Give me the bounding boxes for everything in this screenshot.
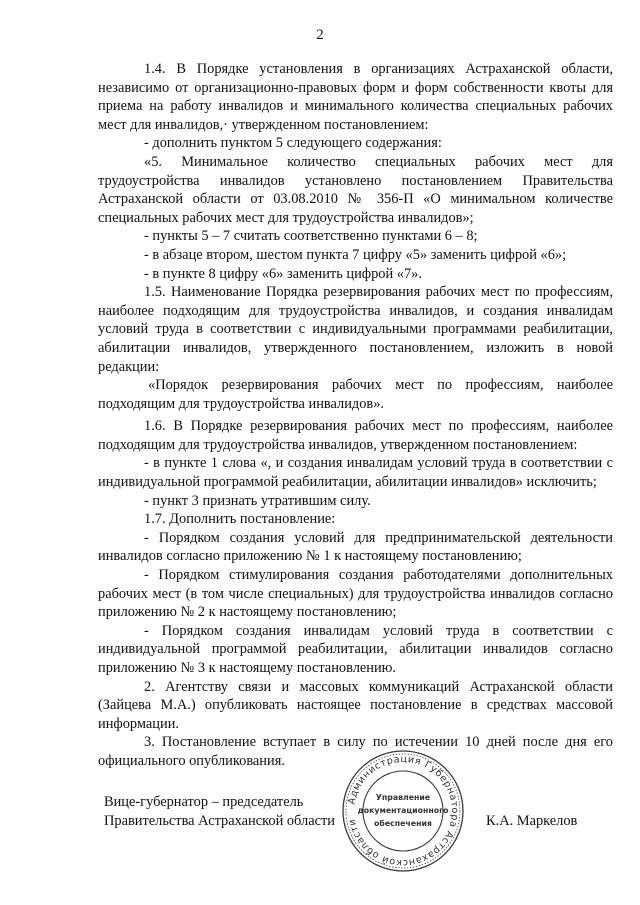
signatory-name: К.А. Маркелов (486, 813, 578, 829)
paragraph-1-4-item-add-point: - дополнить пунктом 5 следующего содержания: (144, 135, 442, 152)
paragraph-1-6: 1.6. В Порядке резервирования рабочих мест по профессиям, наиболее подходящим для трудоустройства инвалидов, утвержденном постановлением: (98, 418, 613, 453)
paragraph-1-6-item-point-1: - в пункте 1 слова «, и создания инвалидам условий труда в соответствии с индивидуальной программой реабилитации, абилитации инвалидов» исключить; (98, 455, 613, 491)
paragraph-2: 2. Агентству связи и массовых коммуникаций Астраханской области (Зайцева М.А.) опубликовать настоящее постановление в средствах массовой информации. (98, 678, 613, 732)
stamp-ring-text: Администрация Губернатора Астраханской области (346, 753, 461, 869)
stamp-center-line-1: Управление (375, 793, 431, 802)
document-body (98, 60, 613, 771)
paragraph-1-7-item-3: - Порядком создания инвалидам условий труда в соответствии с индивидуальной программой реабилитации, абилитации инвалидов согласно приложению № 3 к настоящему постановлению. (98, 622, 613, 676)
paragraph-1-5-new-title: «Порядок резервирования рабочих мест по профессиям, наиболее подходящим для трудоустройства инвалидов». (98, 377, 613, 412)
paragraph-1-4: 1.4. В Порядке установления в организациях Астраханской области, независимо от организационно-правовых форм и форм собственности квоты для приема на работу инвалидов и минимального количества специальных рабочих мест для инвалидов,· утвержденном постановлением: (98, 61, 613, 133)
page-number: 2 (316, 27, 324, 43)
stamp-center-line-2: документационного (357, 806, 449, 815)
paragraph-1-7-item-2: - Порядком стимулирования создания работодателями дополнительных рабочих мест (в том числе специальных) для трудоустройства инвалидов согласно приложению № 2 к настоящему постановлению; (98, 567, 613, 621)
paragraph-3: 3. Постановление вступает в силу по истечении 10 дней после дня его официального опубликования. (98, 734, 613, 769)
official-stamp (340, 748, 466, 874)
signatory-position-line-1: Вице-губернатор – председатель (104, 794, 304, 810)
paragraph-1-6-item-point-3: - пункт 3 признать утратившим силу. (144, 492, 371, 509)
paragraph-point-5-text: «5. Минимальное количество специальных рабочих мест для трудоустройства инвалидов установлено постановлением Правительства Астраханской области от 03.08.2010 № 356-П «О минимальном количестве специальных рабочих мест для трудоустройства инвалидов»; (98, 153, 613, 226)
signatory-position-line-2: Правительства Астраханской области (104, 813, 335, 829)
paragraph-1-7: 1.7. Дополнить постановление: (144, 511, 336, 528)
paragraph-1-4-item-point-8: - в пункте 8 цифру «6» заменить цифрой «7». (144, 265, 422, 282)
stamp-center-line-3: обеспечения (374, 819, 432, 828)
paragraph-1-4-item-renumber: - пункты 5 – 7 считать соответственно пунктами 6 – 8; (144, 228, 478, 245)
paragraph-1-5: 1.5. Наименование Порядка резервирования рабочих мест по профессиям, наиболее подходящим для трудоустройства инвалидов, и создания инвалидам условий труда в соответствии с индивидуальными программами реабилитации, абилитации инвалидов, утвержденного постановлением, изложить в новой редакции: (98, 284, 613, 375)
signatory-position (104, 793, 364, 831)
paragraph-1-4-item-point-7: - в абзаце втором, шестом пункта 7 цифру «5» заменить цифрой «6»; (144, 246, 567, 263)
paragraph-1-7-item-1: - Порядком создания условий для предпринимательской деятельности инвалидов согласно приложению № 1 к настоящему постановлению; (98, 529, 613, 565)
